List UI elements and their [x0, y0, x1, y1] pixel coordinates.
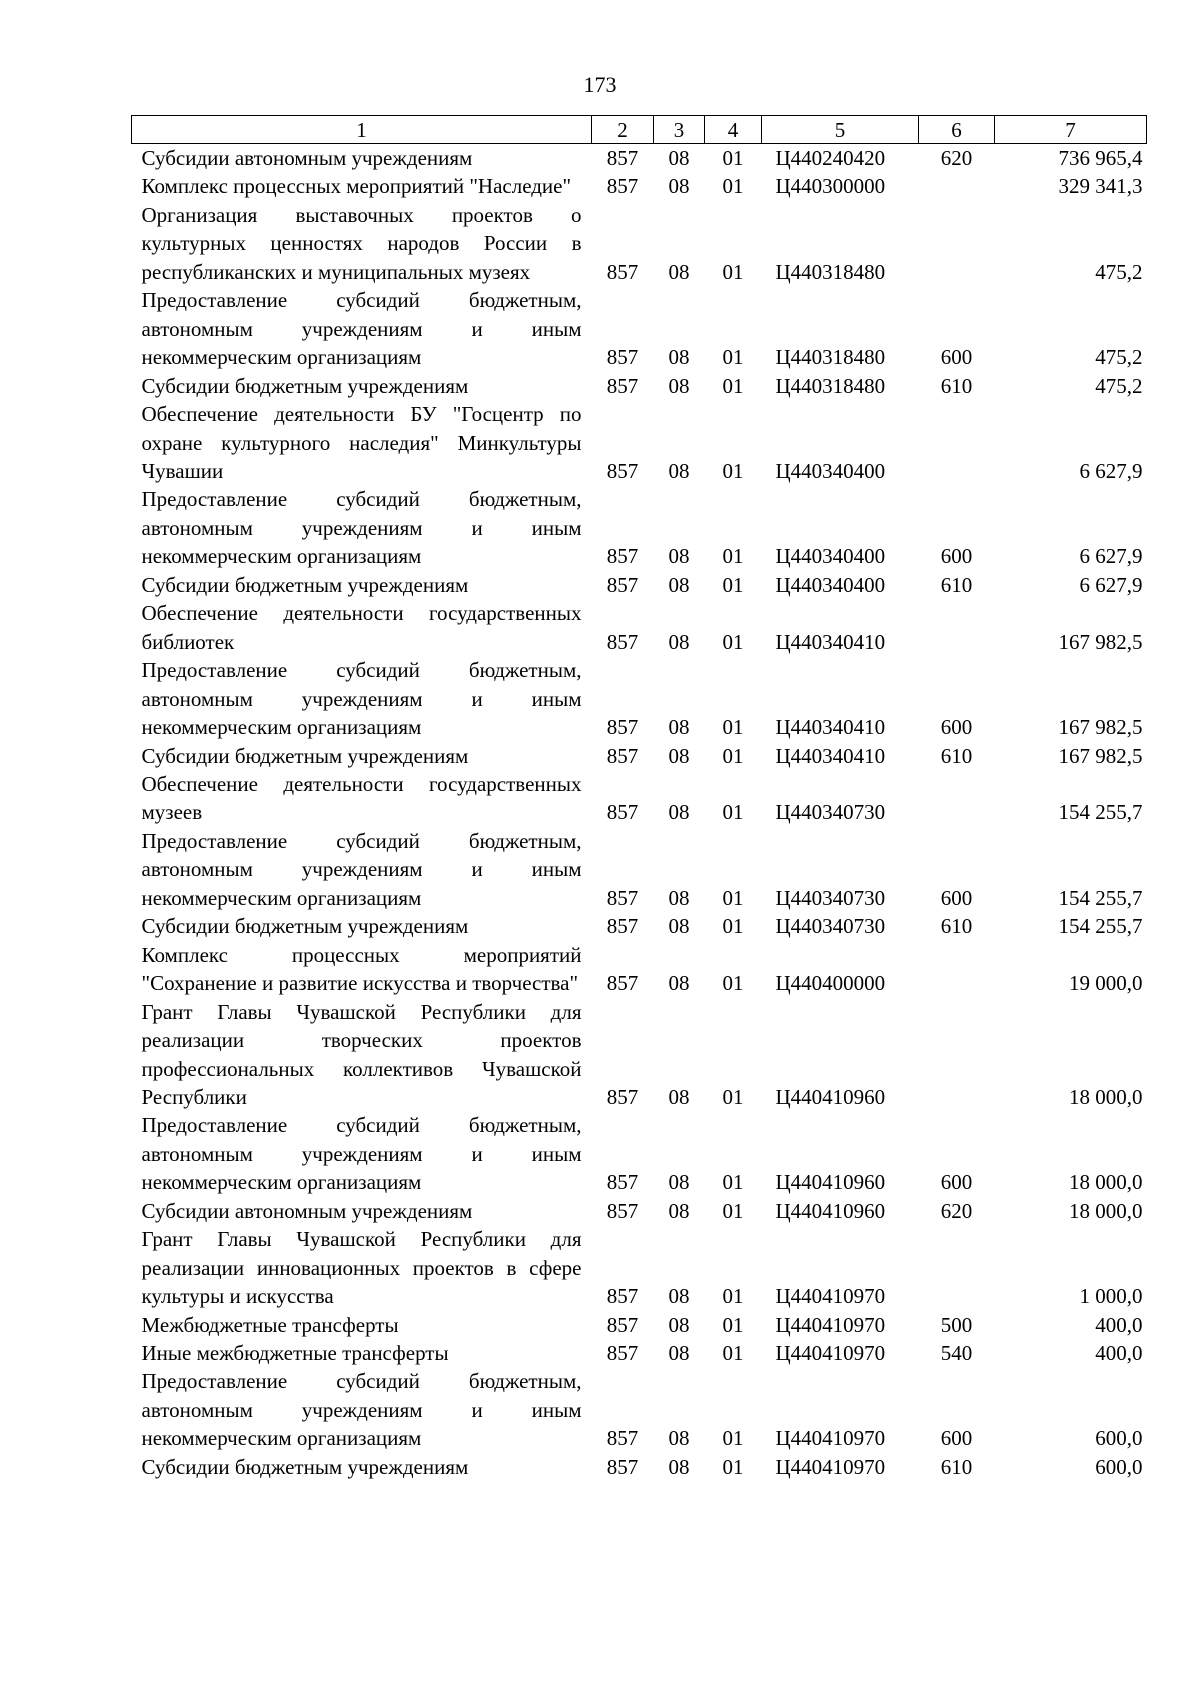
cell-pr: 01	[722, 1426, 744, 1451]
cell-name: Субсидии бюджетным учреждениям	[141, 914, 469, 939]
cell-rz: 08	[668, 971, 690, 996]
cell-sum: 736 965,4	[1058, 146, 1143, 170]
cell-rz: 08	[668, 1284, 690, 1309]
table-row	[132, 372, 1147, 400]
cell-vr	[919, 998, 995, 1112]
cell-vr: 600	[940, 1426, 973, 1451]
cell-sum: 18 000,0	[1069, 1170, 1143, 1195]
cell-csr: Ц440340400	[775, 572, 886, 597]
cell-sum: 475,2	[1095, 259, 1143, 284]
cell-name: Комплекс процессных мероприятий "Наследие"	[141, 174, 572, 199]
budget-table	[131, 115, 1147, 1481]
cell-pr: 01	[722, 1284, 744, 1309]
table-row	[132, 599, 1147, 656]
cell-vr: 540	[940, 1341, 973, 1366]
cell-rz: 08	[668, 800, 690, 825]
cell-csr: Ц440340410	[775, 715, 886, 740]
cell-name: Межбюджетные трансферты	[141, 1312, 399, 1337]
header-col-4: 4	[705, 116, 762, 144]
header-col-7: 7	[995, 116, 1147, 144]
cell-pr: 01	[722, 629, 744, 654]
cell-rz: 08	[668, 458, 690, 483]
cell-name: Иные межбюджетные трансферты	[141, 1341, 449, 1366]
cell-vr	[919, 770, 995, 827]
cell-rz: 08	[668, 174, 690, 199]
cell-sum: 154 255,7	[1058, 885, 1143, 910]
cell-csr: Ц440318480	[775, 259, 886, 284]
cell-sum: 19 000,0	[1069, 971, 1143, 996]
table-row	[132, 172, 1147, 200]
cell-ved: 857	[606, 1312, 639, 1337]
cell-ved: 857	[606, 800, 639, 825]
cell-rz: 08	[668, 544, 690, 569]
cell-ved: 857	[606, 174, 639, 199]
cell-pr: 01	[722, 259, 744, 284]
header-col-5: 5	[762, 116, 919, 144]
cell-ved: 857	[606, 1454, 639, 1479]
cell-name: Субсидии бюджетным учреждениям	[141, 572, 469, 597]
cell-name: Предоставление субсидий бюджетным, автономным учреждениям и иным некоммерческим организациям	[141, 1113, 582, 1195]
cell-vr: 610	[940, 373, 973, 398]
cell-pr: 01	[722, 971, 744, 996]
header-col-1: 1	[132, 116, 592, 144]
cell-csr: Ц440340410	[775, 743, 886, 768]
cell-name: Предоставление субсидий бюджетным, автономным учреждениям и иным некоммерческим организациям	[141, 288, 582, 370]
table-row	[132, 1367, 1147, 1452]
cell-sum: 6 627,9	[1079, 458, 1143, 483]
cell-csr: Ц440340730	[775, 914, 886, 939]
cell-name: Обеспечение деятельности государственных музеев	[141, 771, 582, 825]
cell-vr: 500	[940, 1312, 973, 1337]
cell-pr: 01	[722, 345, 744, 370]
header-col-6: 6	[919, 116, 995, 144]
cell-sum: 600,0	[1095, 1426, 1143, 1451]
cell-vr	[919, 1225, 995, 1310]
cell-pr: 01	[722, 1312, 744, 1337]
cell-vr	[919, 172, 995, 200]
table-row	[132, 485, 1147, 570]
cell-ved: 857	[606, 715, 639, 740]
cell-pr: 01	[722, 572, 744, 597]
cell-csr: Ц440340730	[775, 885, 886, 910]
cell-pr: 01	[722, 800, 744, 825]
cell-vr: 620	[940, 146, 973, 170]
cell-ved: 857	[606, 1170, 639, 1195]
cell-sum: 154 255,7	[1058, 914, 1143, 939]
cell-sum: 18 000,0	[1069, 1198, 1143, 1223]
cell-vr: 600	[940, 885, 973, 910]
cell-vr: 610	[940, 572, 973, 597]
cell-csr: Ц440410970	[775, 1426, 886, 1451]
cell-sum: 600,0	[1095, 1454, 1143, 1479]
cell-vr	[919, 201, 995, 286]
cell-name: Организация выставочных проектов о культурных ценностях народов России в республиканских и муниципальных музеях	[141, 202, 582, 284]
cell-csr: Ц440340410	[775, 629, 886, 654]
table-row	[132, 656, 1147, 741]
cell-name: Субсидии бюджетным учреждениям	[141, 373, 469, 398]
cell-sum: 400,0	[1095, 1341, 1143, 1366]
cell-name: Обеспечение деятельности БУ "Госцентр по охране культурного наследия" Минкультуры Чувашии	[141, 402, 582, 483]
table-row	[132, 912, 1147, 940]
cell-sum: 6 627,9	[1079, 572, 1143, 597]
cell-ved: 857	[606, 572, 639, 597]
cell-rz: 08	[668, 259, 690, 284]
cell-vr: 620	[940, 1198, 973, 1223]
cell-csr: Ц440410970	[775, 1284, 886, 1309]
cell-rz: 08	[668, 1198, 690, 1223]
cell-sum: 475,2	[1095, 345, 1143, 370]
cell-rz: 08	[668, 629, 690, 654]
cell-pr: 01	[722, 458, 744, 483]
cell-ved: 857	[606, 885, 639, 910]
cell-ved: 857	[606, 146, 639, 170]
cell-sum: 167 982,5	[1058, 629, 1143, 654]
cell-rz: 08	[668, 1341, 690, 1366]
cell-vr: 600	[940, 1170, 973, 1195]
cell-csr: Ц440400000	[775, 971, 886, 996]
cell-pr: 01	[722, 1454, 744, 1479]
header-col-2: 2	[592, 116, 654, 144]
cell-ved: 857	[606, 345, 639, 370]
cell-ved: 857	[606, 1284, 639, 1309]
cell-pr: 01	[722, 544, 744, 569]
cell-vr	[919, 941, 995, 998]
cell-sum: 154 255,7	[1058, 800, 1143, 825]
table-row	[132, 770, 1147, 827]
cell-name: Субсидии автономным учреждениям	[141, 1198, 473, 1223]
cell-ved: 857	[606, 743, 639, 768]
cell-csr: Ц440410970	[775, 1312, 886, 1337]
cell-ved: 857	[606, 1341, 639, 1366]
cell-csr: Ц440240420	[775, 146, 886, 170]
cell-vr	[919, 599, 995, 656]
cell-rz: 08	[668, 1312, 690, 1337]
cell-csr: Ц440300000	[775, 174, 886, 199]
table-row	[132, 1453, 1147, 1481]
table-row	[132, 998, 1147, 1112]
cell-rz: 08	[668, 1454, 690, 1479]
cell-ved: 857	[606, 914, 639, 939]
cell-vr: 600	[940, 345, 973, 370]
cell-rz: 08	[668, 715, 690, 740]
table-row	[132, 1339, 1147, 1367]
cell-sum: 329 341,3	[1058, 174, 1143, 199]
cell-sum: 167 982,5	[1058, 715, 1143, 740]
cell-pr: 01	[722, 715, 744, 740]
cell-name: Предоставление субсидий бюджетным, автономным учреждениям и иным некоммерческим организациям	[141, 487, 582, 569]
table-header	[132, 116, 1147, 144]
table-row	[132, 1311, 1147, 1339]
table-row	[132, 742, 1147, 770]
table-row	[132, 400, 1147, 485]
cell-name: Субсидии бюджетным учреждениям	[141, 743, 469, 768]
cell-vr	[919, 400, 995, 485]
cell-csr: Ц440340730	[775, 800, 886, 825]
cell-rz: 08	[668, 572, 690, 597]
cell-csr: Ц440318480	[775, 373, 886, 398]
cell-ved: 857	[606, 629, 639, 654]
cell-name: Грант Главы Чувашской Республики для реализации инновационных проектов в сфере культуры и искусства	[141, 1227, 582, 1309]
header-row	[132, 116, 1147, 144]
cell-name: Субсидии бюджетным учреждениям	[141, 1454, 469, 1479]
cell-vr: 600	[940, 544, 973, 569]
cell-sum: 18 000,0	[1069, 1084, 1143, 1109]
cell-ved: 857	[606, 259, 639, 284]
cell-ved: 857	[606, 373, 639, 398]
cell-csr: Ц440318480	[775, 345, 886, 370]
cell-ved: 857	[606, 1084, 639, 1109]
cell-sum: 167 982,5	[1058, 743, 1143, 768]
cell-rz: 08	[668, 885, 690, 910]
cell-vr: 610	[940, 914, 973, 939]
cell-pr: 01	[722, 1341, 744, 1366]
cell-csr: Ц440340400	[775, 458, 886, 483]
cell-vr: 610	[940, 1454, 973, 1479]
table-row	[132, 1197, 1147, 1225]
cell-pr: 01	[722, 373, 744, 398]
cell-rz: 08	[668, 373, 690, 398]
cell-pr: 01	[722, 174, 744, 199]
cell-sum: 475,2	[1095, 373, 1143, 398]
cell-rz: 08	[668, 743, 690, 768]
header-col-3: 3	[654, 116, 705, 144]
cell-ved: 857	[606, 1198, 639, 1223]
cell-name: Предоставление субсидий бюджетным, автономным учреждениям и иным некоммерческим организациям	[141, 1369, 582, 1451]
cell-rz: 08	[668, 914, 690, 939]
cell-csr: Ц440410970	[775, 1341, 886, 1366]
cell-vr: 600	[940, 715, 973, 740]
cell-rz: 08	[668, 146, 690, 170]
cell-name: Предоставление субсидий бюджетным, автономным учреждениям и иным некоммерческим организациям	[141, 828, 582, 910]
cell-csr: Ц440410960	[775, 1170, 886, 1195]
cell-vr: 610	[940, 743, 973, 768]
cell-pr: 01	[722, 1170, 744, 1195]
table-row	[132, 1225, 1147, 1310]
table-row	[132, 827, 1147, 912]
table-body	[132, 144, 1147, 1482]
cell-csr: Ц440340400	[775, 544, 886, 569]
cell-rz: 08	[668, 1170, 690, 1195]
cell-pr: 01	[722, 885, 744, 910]
cell-name: Грант Главы Чувашской Республики для реализации творческих проектов профессиональных коллективов Чувашской Республики	[141, 999, 582, 1109]
cell-csr: Ц440410970	[775, 1454, 886, 1479]
table-row	[132, 1111, 1147, 1196]
cell-name: Обеспечение деятельности государственных библиотек	[141, 601, 582, 654]
cell-sum: 400,0	[1095, 1312, 1143, 1337]
cell-sum: 1 000,0	[1079, 1284, 1143, 1309]
table-row	[132, 201, 1147, 286]
cell-rz: 08	[668, 1426, 690, 1451]
cell-ved: 857	[606, 458, 639, 483]
cell-csr: Ц440410960	[775, 1084, 886, 1109]
page-number: 173	[583, 72, 617, 97]
cell-pr: 01	[722, 146, 744, 170]
cell-csr: Ц440410960	[775, 1198, 886, 1223]
cell-ved: 857	[606, 971, 639, 996]
table-row	[132, 286, 1147, 371]
cell-ved: 857	[606, 544, 639, 569]
table-row	[132, 144, 1147, 173]
cell-pr: 01	[722, 743, 744, 768]
cell-rz: 08	[668, 1084, 690, 1109]
cell-rz: 08	[668, 345, 690, 370]
cell-ved: 857	[606, 1426, 639, 1451]
table-row	[132, 571, 1147, 599]
cell-sum: 6 627,9	[1079, 544, 1143, 569]
cell-pr: 01	[722, 914, 744, 939]
cell-pr: 01	[722, 1084, 744, 1109]
cell-name: Комплекс процессных мероприятий "Сохранение и развитие искусства и творчества"	[141, 942, 582, 996]
cell-name: Субсидии автономным учреждениям	[141, 146, 473, 170]
table-row	[132, 941, 1147, 998]
cell-pr: 01	[722, 1198, 744, 1223]
cell-name: Предоставление субсидий бюджетным, автономным учреждениям и иным некоммерческим организациям	[141, 658, 582, 740]
